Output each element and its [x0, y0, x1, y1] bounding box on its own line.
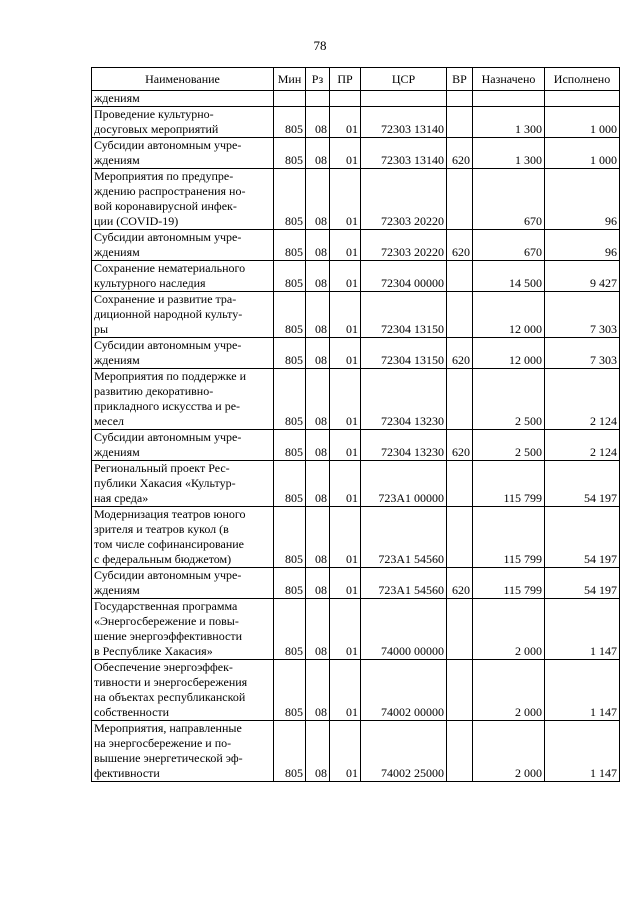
cell-rz: 08 [306, 292, 330, 338]
cell-pr: 01 [330, 599, 361, 660]
cell-csr: 723А1 54560 [361, 568, 447, 599]
cell-rz: 08 [306, 568, 330, 599]
cell-assigned: 115 799 [473, 568, 545, 599]
cell-csr: 72303 13140 [361, 138, 447, 169]
cell-pr: 01 [330, 107, 361, 138]
cell-csr: 72303 20220 [361, 169, 447, 230]
cell-name: Сохранение нематериального культурного наследия [92, 261, 274, 292]
cell-assigned: 115 799 [473, 507, 545, 568]
cell-executed: 9 427 [545, 261, 620, 292]
table-row [92, 369, 620, 430]
cell-rz: 08 [306, 138, 330, 169]
cell-min: 805 [274, 721, 306, 782]
cell-min: 805 [274, 430, 306, 461]
cell-min: 805 [274, 660, 306, 721]
cell-csr: 74002 00000 [361, 660, 447, 721]
cell-name: Субсидии автономным учре- ждениям [92, 568, 274, 599]
table-row [92, 230, 620, 261]
cell-vr [447, 721, 473, 782]
budget-table [91, 67, 620, 782]
cell-pr: 01 [330, 261, 361, 292]
cell-pr: 01 [330, 660, 361, 721]
cell-name: Мероприятия по поддержке и развитию декоративно- прикладного искусства и ре- месел [92, 369, 274, 430]
cell-min: 805 [274, 461, 306, 507]
cell-pr: 01 [330, 507, 361, 568]
cell-assigned: 670 [473, 230, 545, 261]
cell-csr: 72304 13230 [361, 430, 447, 461]
cell-csr: 74002 25000 [361, 721, 447, 782]
cell-vr [447, 660, 473, 721]
cell-name: Мероприятия, направленные на энергосбережение и по- вышение энергетической эф- фективности [92, 721, 274, 782]
cell-vr: 620 [447, 568, 473, 599]
cell-vr [447, 461, 473, 507]
cell-min: 805 [274, 107, 306, 138]
header-pr: ПР [330, 68, 361, 91]
cell-min: 805 [274, 369, 306, 430]
table-row [92, 107, 620, 138]
cell-executed: 1 000 [545, 107, 620, 138]
table-row [92, 721, 620, 782]
cell-vr [447, 507, 473, 568]
cell-pr: 01 [330, 430, 361, 461]
table-row [92, 568, 620, 599]
cell-rz: 08 [306, 369, 330, 430]
table-row [92, 338, 620, 369]
cell-pr: 01 [330, 461, 361, 507]
cell-pr: 01 [330, 338, 361, 369]
cell-executed: 1 000 [545, 138, 620, 169]
cell-executed: 1 147 [545, 660, 620, 721]
cell-assigned: 2 000 [473, 599, 545, 660]
cell-executed: 1 147 [545, 721, 620, 782]
cell-name: Проведение культурно- досуговых мероприятий [92, 107, 274, 138]
cell-vr [447, 169, 473, 230]
cell-pr: 01 [330, 169, 361, 230]
cell-assigned: 2 000 [473, 721, 545, 782]
cell-executed: 1 147 [545, 599, 620, 660]
table-row [92, 261, 620, 292]
cell-assigned: 14 500 [473, 261, 545, 292]
header-csr: ЦСР [361, 68, 447, 91]
cell-executed: 54 197 [545, 568, 620, 599]
cell-csr: 72303 20220 [361, 230, 447, 261]
cell-assigned: 2 500 [473, 369, 545, 430]
cell-executed: 96 [545, 230, 620, 261]
header-vr: ВР [447, 68, 473, 91]
cell-assigned: 1 300 [473, 107, 545, 138]
cell-name: Мероприятия по предупре- ждению распространения но- вой коронавирусной инфек- ции (COVID-19) [92, 169, 274, 230]
cell-name: Государственная программа «Энергосбережение и повы- шение энергоэффективности в Республике Хакасия» [92, 599, 274, 660]
continuation-text: ждениям [92, 91, 274, 107]
cell-csr: 723А1 00000 [361, 461, 447, 507]
cell-csr: 723А1 54560 [361, 507, 447, 568]
cell-executed: 2 124 [545, 430, 620, 461]
cell-vr [447, 599, 473, 660]
table-row [92, 292, 620, 338]
cell-assigned: 2 000 [473, 660, 545, 721]
table-row [92, 461, 620, 507]
cell-min: 805 [274, 230, 306, 261]
cell-rz: 08 [306, 461, 330, 507]
header-name: Наименование [92, 68, 274, 91]
cell-rz: 08 [306, 430, 330, 461]
cell-rz: 08 [306, 107, 330, 138]
cell-executed: 7 303 [545, 338, 620, 369]
cell-rz: 08 [306, 230, 330, 261]
cell-name: Сохранение и развитие тра- диционной народной культу- ры [92, 292, 274, 338]
cell-executed: 7 303 [545, 292, 620, 338]
cell-assigned: 115 799 [473, 461, 545, 507]
cell-pr: 01 [330, 230, 361, 261]
cell-vr [447, 292, 473, 338]
cell-executed: 54 197 [545, 507, 620, 568]
cell-executed: 54 197 [545, 461, 620, 507]
cell-rz: 08 [306, 660, 330, 721]
cell-vr: 620 [447, 230, 473, 261]
cell-csr: 72304 13230 [361, 369, 447, 430]
cell-rz: 08 [306, 507, 330, 568]
table-row [92, 599, 620, 660]
cell-min: 805 [274, 507, 306, 568]
cell-name: Субсидии автономным учре- ждениям [92, 230, 274, 261]
cell-rz: 08 [306, 338, 330, 369]
table-row [92, 169, 620, 230]
cell-assigned: 1 300 [473, 138, 545, 169]
cell-min: 805 [274, 261, 306, 292]
header-executed: Исполнено [545, 68, 620, 91]
cell-pr: 01 [330, 138, 361, 169]
cell-min: 805 [274, 599, 306, 660]
header-min: Мин [274, 68, 306, 91]
cell-rz: 08 [306, 721, 330, 782]
cell-name: Региональный проект Рес- публики Хакасия «Культур- ная среда» [92, 461, 274, 507]
table-row [92, 138, 620, 169]
cell-pr: 01 [330, 568, 361, 599]
cell-vr [447, 369, 473, 430]
cell-vr [447, 261, 473, 292]
cell-vr: 620 [447, 138, 473, 169]
cell-pr: 01 [330, 369, 361, 430]
cell-vr [447, 107, 473, 138]
cell-min: 805 [274, 568, 306, 599]
cell-name: Субсидии автономным учре- ждениям [92, 338, 274, 369]
cell-csr: 72304 13150 [361, 292, 447, 338]
cell-csr: 72303 13140 [361, 107, 447, 138]
cell-vr: 620 [447, 430, 473, 461]
header-assigned: Назначено [473, 68, 545, 91]
cell-name: Обеспечение энергоэффек- тивности и энергосбережения на объектах республиканской собственности [92, 660, 274, 721]
continuation-row [92, 91, 620, 107]
cell-csr: 74000 00000 [361, 599, 447, 660]
table-row [92, 430, 620, 461]
cell-vr: 620 [447, 338, 473, 369]
cell-executed: 2 124 [545, 369, 620, 430]
cell-csr: 72304 00000 [361, 261, 447, 292]
cell-rz: 08 [306, 261, 330, 292]
cell-name: Субсидии автономным учре- ждениям [92, 430, 274, 461]
cell-min: 805 [274, 338, 306, 369]
cell-rz: 08 [306, 599, 330, 660]
page-number: 78 [313, 38, 327, 53]
cell-assigned: 12 000 [473, 338, 545, 369]
cell-assigned: 2 500 [473, 430, 545, 461]
cell-rz: 08 [306, 169, 330, 230]
cell-executed: 96 [545, 169, 620, 230]
cell-assigned: 670 [473, 169, 545, 230]
table-row [92, 507, 620, 568]
cell-name: Модернизация театров юного зрителя и театров кукол (в том числе софинансирование с федеральным бюджетом) [92, 507, 274, 568]
cell-pr: 01 [330, 292, 361, 338]
cell-pr: 01 [330, 721, 361, 782]
cell-assigned: 12 000 [473, 292, 545, 338]
cell-name: Субсидии автономным учре- ждениям [92, 138, 274, 169]
table-row [92, 660, 620, 721]
header-rz: Рз [306, 68, 330, 91]
cell-min: 805 [274, 169, 306, 230]
cell-csr: 72304 13150 [361, 338, 447, 369]
cell-min: 805 [274, 292, 306, 338]
table-header-row [92, 68, 620, 91]
cell-min: 805 [274, 138, 306, 169]
